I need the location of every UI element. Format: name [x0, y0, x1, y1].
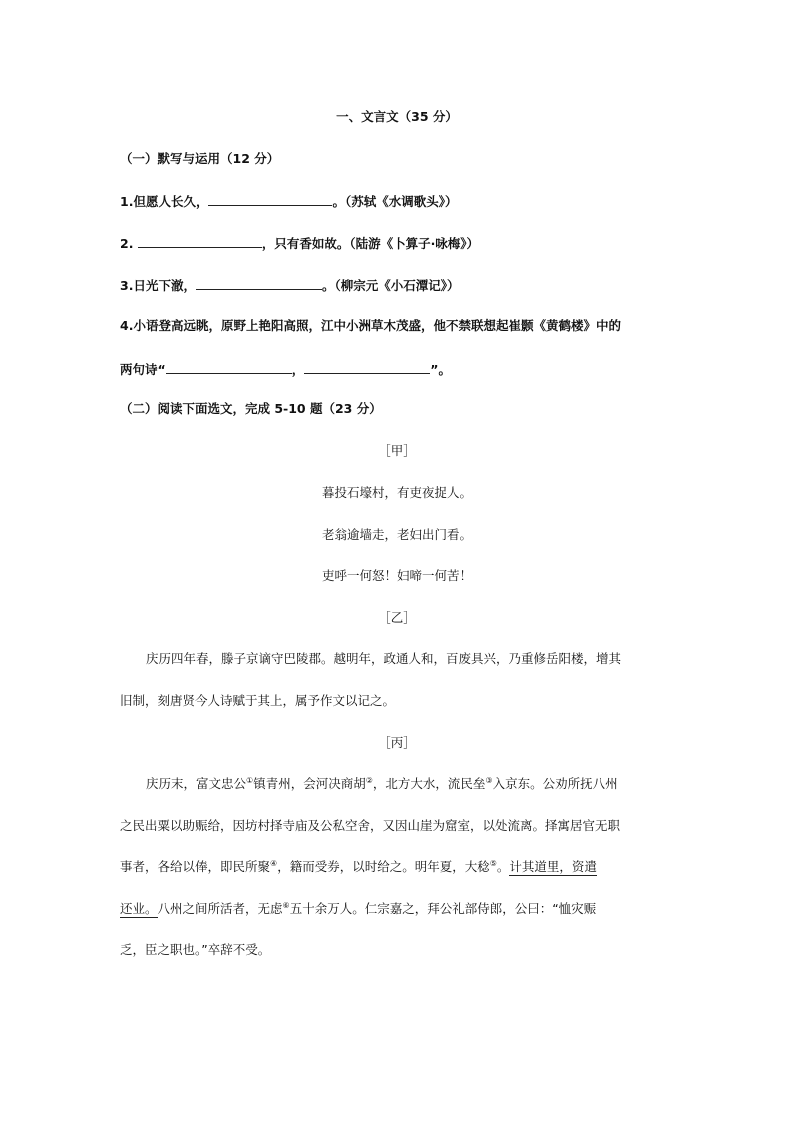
- bing-text: 。: [496, 859, 510, 874]
- footnote-marker: ⑤: [489, 858, 497, 868]
- jia-label: ［甲］: [378, 443, 416, 458]
- question-3-prefix: 3.日光下澈，: [120, 278, 196, 293]
- bing-text: 五十余万人。仁宗嘉之，拜公礼部侍郎，公曰：“恤灾赈: [289, 901, 597, 916]
- question-2-suffix: ，只有香如故。（陆游《卜算子·咏梅》）: [261, 236, 480, 251]
- answer-blank-1[interactable]: [208, 192, 332, 206]
- answer-blank-4a[interactable]: [166, 360, 292, 374]
- yi-line-1: 庆历四年春，滕子京谪守巴陵郡。越明年，政通人和，百废具兴，乃重修岳阳楼，增其: [146, 651, 622, 666]
- bing-text: 入京东。公劝所抚八州: [492, 776, 618, 791]
- question-4-line-2: [120, 360, 451, 379]
- part2-heading: （二）阅读下面选文，完成 5-10 题（23 分）: [120, 401, 382, 416]
- yi-label: ［乙］: [378, 610, 416, 625]
- footnote-marker: ①: [246, 775, 254, 785]
- bing-text: ，北方大水，流民垒: [372, 776, 486, 791]
- bing-line-5: 乏，臣之职也。”卒辞不受。: [120, 942, 271, 957]
- bing-text: ，籍而受券，以时给之。明年夏，大稔: [277, 859, 490, 874]
- footnote-marker: ②: [365, 775, 373, 785]
- underlined-sentence-part-1: 计其道里，资遣: [509, 859, 597, 874]
- jia-line-3: 吏呼一何怒！妇啼一何苦！: [321, 568, 472, 583]
- bing-line-2: 之民出粟以助赈给，因坊村择寺庙及公私空舍，又因山崖为窟室，以处流离。择寓居官无职: [120, 818, 621, 833]
- bing-text: 八州之间所活者，无虑: [157, 901, 283, 916]
- jia-line-2: 老翁逾墙走，老妇出门看。: [321, 527, 472, 542]
- bing-line-1: [146, 775, 618, 793]
- part1-heading: （一）默写与运用（12 分）: [120, 151, 280, 166]
- section-title: 一、文言文（35 分）: [336, 109, 458, 124]
- footnote-marker: ④: [270, 858, 278, 868]
- question-3: [120, 276, 459, 295]
- bing-label: ［丙］: [378, 735, 416, 750]
- answer-blank-2[interactable]: [138, 234, 262, 248]
- bing-text: 镇青州，会河决商胡: [253, 776, 366, 791]
- bing-line-4: [120, 900, 596, 918]
- question-1-suffix: 。（苏轼《水调歌头》）: [332, 194, 458, 209]
- answer-blank-4b[interactable]: [304, 360, 430, 374]
- question-3-suffix: 。（柳宗元《小石潭记》）: [321, 278, 460, 293]
- question-4-line-1: 4.小语登高远眺，原野上艳阳高照，江中小洲草木茂盛，他不禁联想起崔颢《黄鹤楼》中的: [120, 318, 621, 333]
- jia-line-1: 暮投石壕村，有吏夜捉人。: [321, 485, 472, 500]
- bing-text: 庆历末，富文忠公: [146, 776, 247, 791]
- question-1: [120, 192, 457, 211]
- bing-line-3: [120, 858, 597, 876]
- underlined-sentence-part-2: 还业。: [120, 901, 158, 916]
- question-2: [120, 234, 479, 253]
- answer-blank-3[interactable]: [196, 276, 322, 290]
- footnote-marker: ③: [485, 775, 493, 785]
- question-4-mid: ，: [291, 362, 305, 377]
- question-2-prefix: 2.: [120, 236, 138, 251]
- question-1-prefix: 1.但愿人长久，: [120, 194, 209, 209]
- bing-text: 事者，各给以俸，即民所聚: [120, 859, 271, 874]
- question-4-suffix: ”。: [430, 362, 451, 377]
- footnote-marker: ⑥: [282, 900, 290, 910]
- question-4-prefix: 两句诗“: [120, 362, 166, 377]
- yi-line-2: 旧制，刻唐贤今人诗赋于其上，属予作文以记之。: [120, 693, 396, 708]
